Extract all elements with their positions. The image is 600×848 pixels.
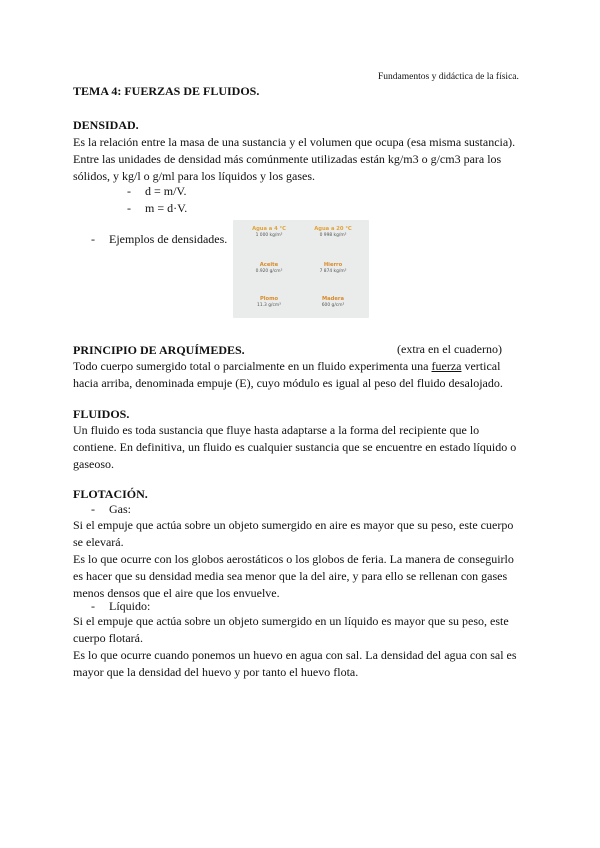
densities-image <box>233 220 369 318</box>
arquimedes-paragraph <box>73 358 543 392</box>
arquimedes-text-a: Todo cuerpo sumergido total o parcialmente en un fluido experimenta una <box>73 359 432 373</box>
flotacion-heading: FLOTACIÓN. <box>73 487 148 501</box>
liquido-item: - Líquido: <box>91 599 151 613</box>
fluidos-line-3: gaseoso. <box>73 457 114 471</box>
gas-line-1: Si el empuje que actúa sobre un objeto sumergido en aire es mayor que su peso, este cuerpo <box>73 518 514 532</box>
formula-item-2: - m = d·V. <box>127 201 188 215</box>
density-value: 1 000 kg/m³ <box>255 233 283 238</box>
liquido-label: Líquido: <box>109 599 151 613</box>
density-name: Agua a 20 °C <box>314 226 352 232</box>
ejemplos-label: Ejemplos de densidades. <box>109 232 228 246</box>
density-name: Plomo <box>259 296 279 302</box>
density-cell <box>239 226 299 239</box>
gas-line-4: es hacer que su densidad media sea menor que la del aire, y para ello se rellenan con gases <box>73 569 508 583</box>
density-value: 0 998 kg/m³ <box>319 233 347 238</box>
formula-2: m = d·V. <box>145 201 188 215</box>
density-name: Agua a 4 °C <box>252 226 286 232</box>
densidad-paragraph <box>73 134 543 185</box>
density-value: 0.920 g/cm³ <box>255 269 283 274</box>
gas-line-3: Es lo que ocurre con los globos aerostáticos o los globos de feria. La manera de conseguirlo <box>73 552 514 566</box>
density-cell <box>303 296 363 309</box>
ejemplos-item: - Ejemplos de densidades. <box>91 232 228 246</box>
fluidos-line-1: Un fluido es toda sustancia que fluye hasta adaptarse a la forma del recipiente que lo <box>73 423 480 437</box>
density-cell <box>239 296 299 309</box>
density-cell <box>303 262 363 275</box>
density-cell <box>239 262 299 275</box>
arquimedes-line-2: hacia arriba, denominada empuje (E), cuyo módulo es igual al peso del fluido desalojado. <box>73 376 503 390</box>
density-name: Hierro <box>323 262 343 268</box>
density-cell <box>303 226 363 239</box>
fuerza-link[interactable]: fuerza <box>431 359 462 373</box>
density-name: Madera <box>322 296 344 302</box>
liquido-line-1: Si el empuje que actúa sobre un objeto sumergido en un líquido es mayor que su peso, este <box>73 614 509 628</box>
formula-1: d = m/V. <box>145 184 187 198</box>
liquido-line-4: mayor que la densidad del huevo y por tanto el huevo flota. <box>73 665 359 679</box>
fluidos-paragraph <box>73 422 543 473</box>
densidad-line-2: Entre las unidades de densidad más comúnmente utilizadas están kg/m3 o g/cm3 para los <box>73 152 502 166</box>
gas-line-5: menos densos que el aire que los envuelve. <box>73 586 280 600</box>
formula-item-1: - d = m/V. <box>127 184 187 198</box>
densidad-heading: DENSIDAD. <box>73 118 139 132</box>
densidad-line-3: sólidos, y kg/l o g/ml para los líquidos y los gases. <box>73 169 315 183</box>
arquimedes-heading: PRINCIPIO DE ARQUÍMEDES. <box>73 343 245 357</box>
fluidos-line-2: contiene. En definitiva, un fluido es cualquier sustancia que se encuentre en estado líquido o <box>73 440 517 454</box>
densidad-line-1: Es la relación entre la masa de una sustancia y el volumen que ocupa (esa misma sustancia). <box>73 135 516 149</box>
liquido-line-3: Es lo que ocurre cuando ponemos un huevo en agua con sal. La densidad del agua con sal es <box>73 648 517 662</box>
running-header: Fundamentos y didáctica de la física. <box>378 72 519 82</box>
density-value: 11.3 g/cm³ <box>257 303 281 308</box>
density-value: 600 g/cm³ <box>321 303 345 308</box>
density-value: 7 874 kg/m³ <box>319 269 347 274</box>
fluidos-heading: FLUIDOS. <box>73 407 130 421</box>
liquido-line-2: cuerpo flotará. <box>73 631 143 645</box>
liquido-paragraph <box>73 613 543 681</box>
gas-line-2: se elevará. <box>73 535 124 549</box>
arquimedes-extra-note: (extra en el cuaderno) <box>397 342 502 356</box>
gas-label: Gas: <box>109 502 131 516</box>
gas-item: - Gas: <box>91 502 131 516</box>
arquimedes-line-1 <box>73 358 543 375</box>
density-name: Aceite <box>259 262 279 268</box>
arquimedes-text-b: vertical <box>461 359 501 373</box>
gas-paragraph <box>73 517 543 602</box>
page-title: TEMA 4: FUERZAS DE FLUIDOS. <box>73 84 260 98</box>
